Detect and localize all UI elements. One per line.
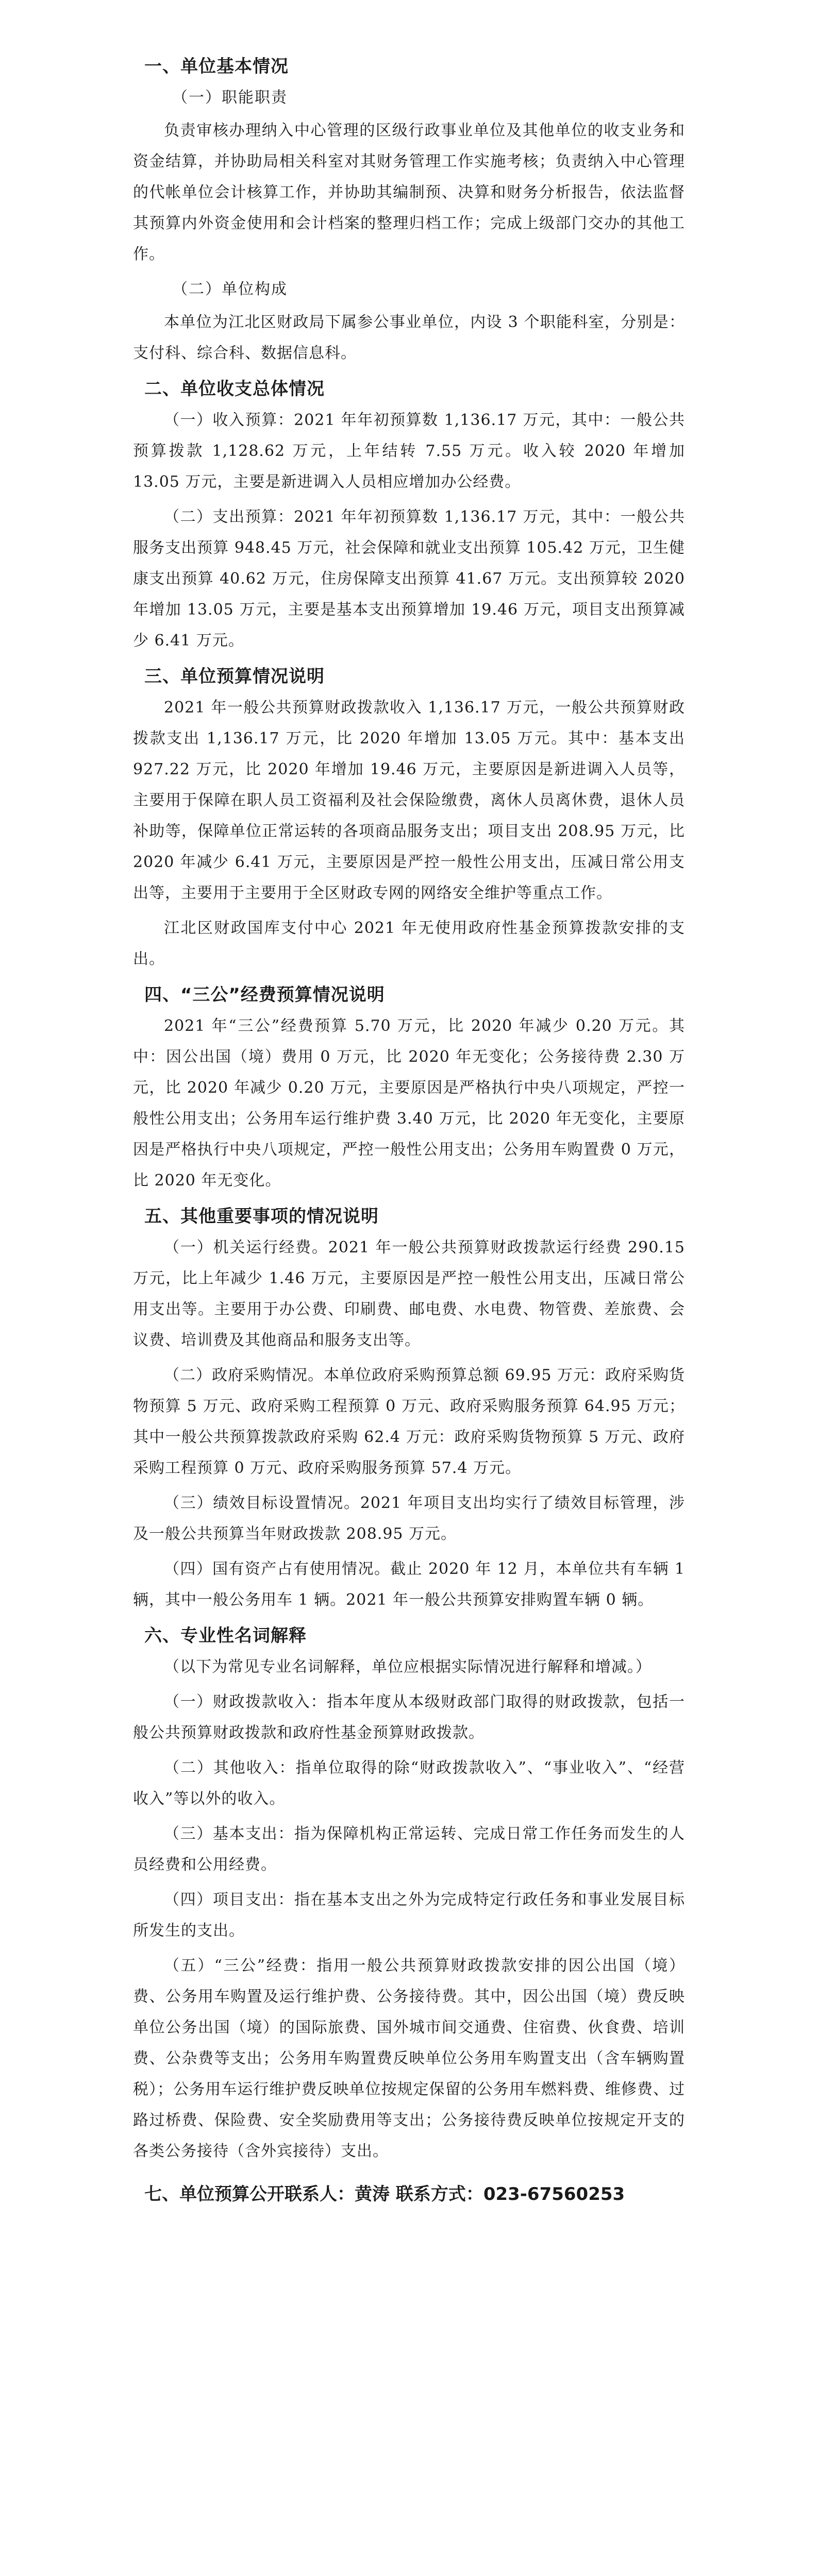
paragraph: （一）机关运行经费。2021 年一般公共预算财政拨款运行经费 290.15 万元，比上年减少 1.46 万元，主要原因是严控一般性公用支出，压减日常公用支出等。主要用于办公费、印刷费、邮电费、水电费、物管费、差旅费、会议费、培训费及其他商品和服务支出等。 [133, 1239, 685, 1349]
paragraph-note: （以下为常见专业名词解释，单位应根据实际情况进行解释和增减。） [164, 1658, 652, 1676]
paragraph: 本单位为江北区财政局下属参公事业单位，内设 3 个职能科室，分别是：支付科、综合科、数据信息科。 [133, 313, 685, 362]
paragraph: （三）绩效目标设置情况。2021 年项目支出均实行了绩效目标管理，涉及一般公共预算当年财政拨款 208.95 万元。 [133, 1494, 685, 1543]
section-heading: 六、专业性名词解释 [144, 1625, 307, 1646]
section-heading: 五、其他重要事项的情况说明 [144, 1206, 379, 1227]
section-budget-explanation [133, 660, 685, 975]
paragraph: （一）收入预算：2021 年年初预算数 1,136.17 万元，其中：一般公共预算拨款 1,128.62 万元，上年结转 7.55 万元。收入较 2020 年增加 13.05 万元，主要是新进调入人员相应增加办公经费。 [133, 411, 685, 491]
section-heading: 四、“三公”经费预算情况说明 [144, 985, 385, 1005]
subsection-heading: （二）单位构成 [172, 280, 288, 298]
section-heading: 一、单位基本情况 [144, 56, 289, 77]
paragraph: （二）支出预算：2021 年年初预算数 1,136.17 万元，其中：一般公共服务支出预算 948.45 万元，社会保障和就业支出预算 105.42 万元，卫生健康支出预算 40.62 万元，住房保障支出预算 41.67 万元。支出预算较 2020 年增加 13.05 万元，主要是基本支出预算增加 19.46 万元，项目支出预算减少 6.41 万元。 [133, 508, 685, 650]
paragraph: 江北区财政国库支付中心 2021 年无使用政府性基金预算拨款安排的支出。 [133, 919, 685, 968]
section-other-matters [133, 1200, 685, 1616]
paragraph: （一）财政拨款收入：指本年度从本级财政部门取得的财政拨款，包括一般公共预算财政拨款和政府性基金预算财政拨款。 [133, 1693, 685, 1742]
paragraph: 负责审核办理纳入中心管理的区级行政事业单位及其他单位的收支业务和资金结算，并协助局相关科室对其财务管理工作实施考核；负责纳入中心管理的代帐单位会计核算工作，并协助其编制预、决算和财务分析报告，依法监督其预算内外资金使用和会计档案的整理归档工作；完成上级部门交办的其他工作。 [133, 122, 685, 263]
paragraph: 2021 年“三公”经费预算 5.70 万元，比 2020 年减少 0.20 万元。其中：因公出国（境）费用 0 万元，比 2020 年无变化；公务接待费 2.30 万元，比 2020 年减少 0.20 万元，主要原因是严格执行中央八项规定，严控一般性公用支出；公务用车运行维护费 3.40 万元，比 2020 年无变化，主要原因是严格执行中央八项规定，严控一般性公用支出；公务用车购置费 0 万元，比 2020 年无变化。 [133, 1017, 685, 1190]
section-glossary [133, 1620, 685, 2167]
paragraph: （五）“三公”经费：指用一般公共预算财政拨款安排的因公出国（境）费、公务用车购置及运行维护费、公务接待费。其中，因公出国（境）费反映单位公务出国（境）的国际旅费、国外城市间交通费、住宿费、伙食费、培训费、公杂费等支出；公务用车购置费反映单位公务用车购置支出（含车辆购置税）；公务用车运行维护费反映单位按规定保留的公务用车燃料费、维修费、过路过桥费、保险费、安全奖励费用等支出；公务接待费反映单位按规定开支的各类公务接待（含外宾接待）支出。 [133, 1957, 685, 2160]
section-unit-basic-info [133, 50, 685, 369]
paragraph: （二）政府采购情况。本单位政府采购预算总额 69.95 万元：政府采购货物预算 5 万元、政府采购工程预算 0 万元、政府采购服务预算 64.95 万元；其中一般公共预算拨款政府采购 62.4 万元：政府采购货物预算 5 万元、政府采购工程预算 0 万元、政府采购服务预算 57.4 万元。 [133, 1366, 685, 1477]
paragraph: 2021 年一般公共预算财政拨款收入 1,136.17 万元，一般公共预算财政拨款支出 1,136.17 万元，比 2020 年增加 13.05 万元。其中：基本支出 927.22 万元，比 2020 年增加 19.46 万元，主要原因是新进调入人员等，主要用于保障在职人员工资福利及社会保险缴费，离休人员离休费，退休人员补助等，保障单位正常运转的各项商品服务支出；项目支出 208.95 万元，比 2020 年减少 6.41 万元，主要原因是严控一般性公用支出，压减日常公用支出等，主要用于主要用于全区财政专网的网络安全维护等重点工作。 [133, 699, 685, 902]
section-income-expenditure [133, 373, 685, 656]
paragraph: （三）基本支出：指为保障机构正常运转、完成日常工作任务而发生的人员经费和公用经费。 [133, 1825, 685, 1874]
section-three-public-expenses [133, 979, 685, 1196]
paragraph: （四）国有资产占有使用情况。截止 2020 年 12 月，本单位共有车辆 1 辆，其中一般公务用车 1 辆。2021 年一般公共预算安排购置车辆 0 辆。 [133, 1560, 685, 1609]
contact-line: 七、单位预算公开联系人：黄涛 联系方式：023-67560253 [144, 2184, 625, 2205]
section-heading: 二、单位收支总体情况 [144, 379, 325, 399]
paragraph: （二）其他收入：指单位取得的除“财政拨款收入”、“事业收入”、“经营收入”等以外的收入。 [133, 1759, 685, 1808]
subsection-heading: （一）职能职责 [172, 89, 288, 107]
section-heading: 三、单位预算情况说明 [144, 666, 325, 687]
paragraph: （四）项目支出：指在基本支出之外为完成特定行政任务和事业发展目标所发生的支出。 [133, 1891, 685, 1940]
